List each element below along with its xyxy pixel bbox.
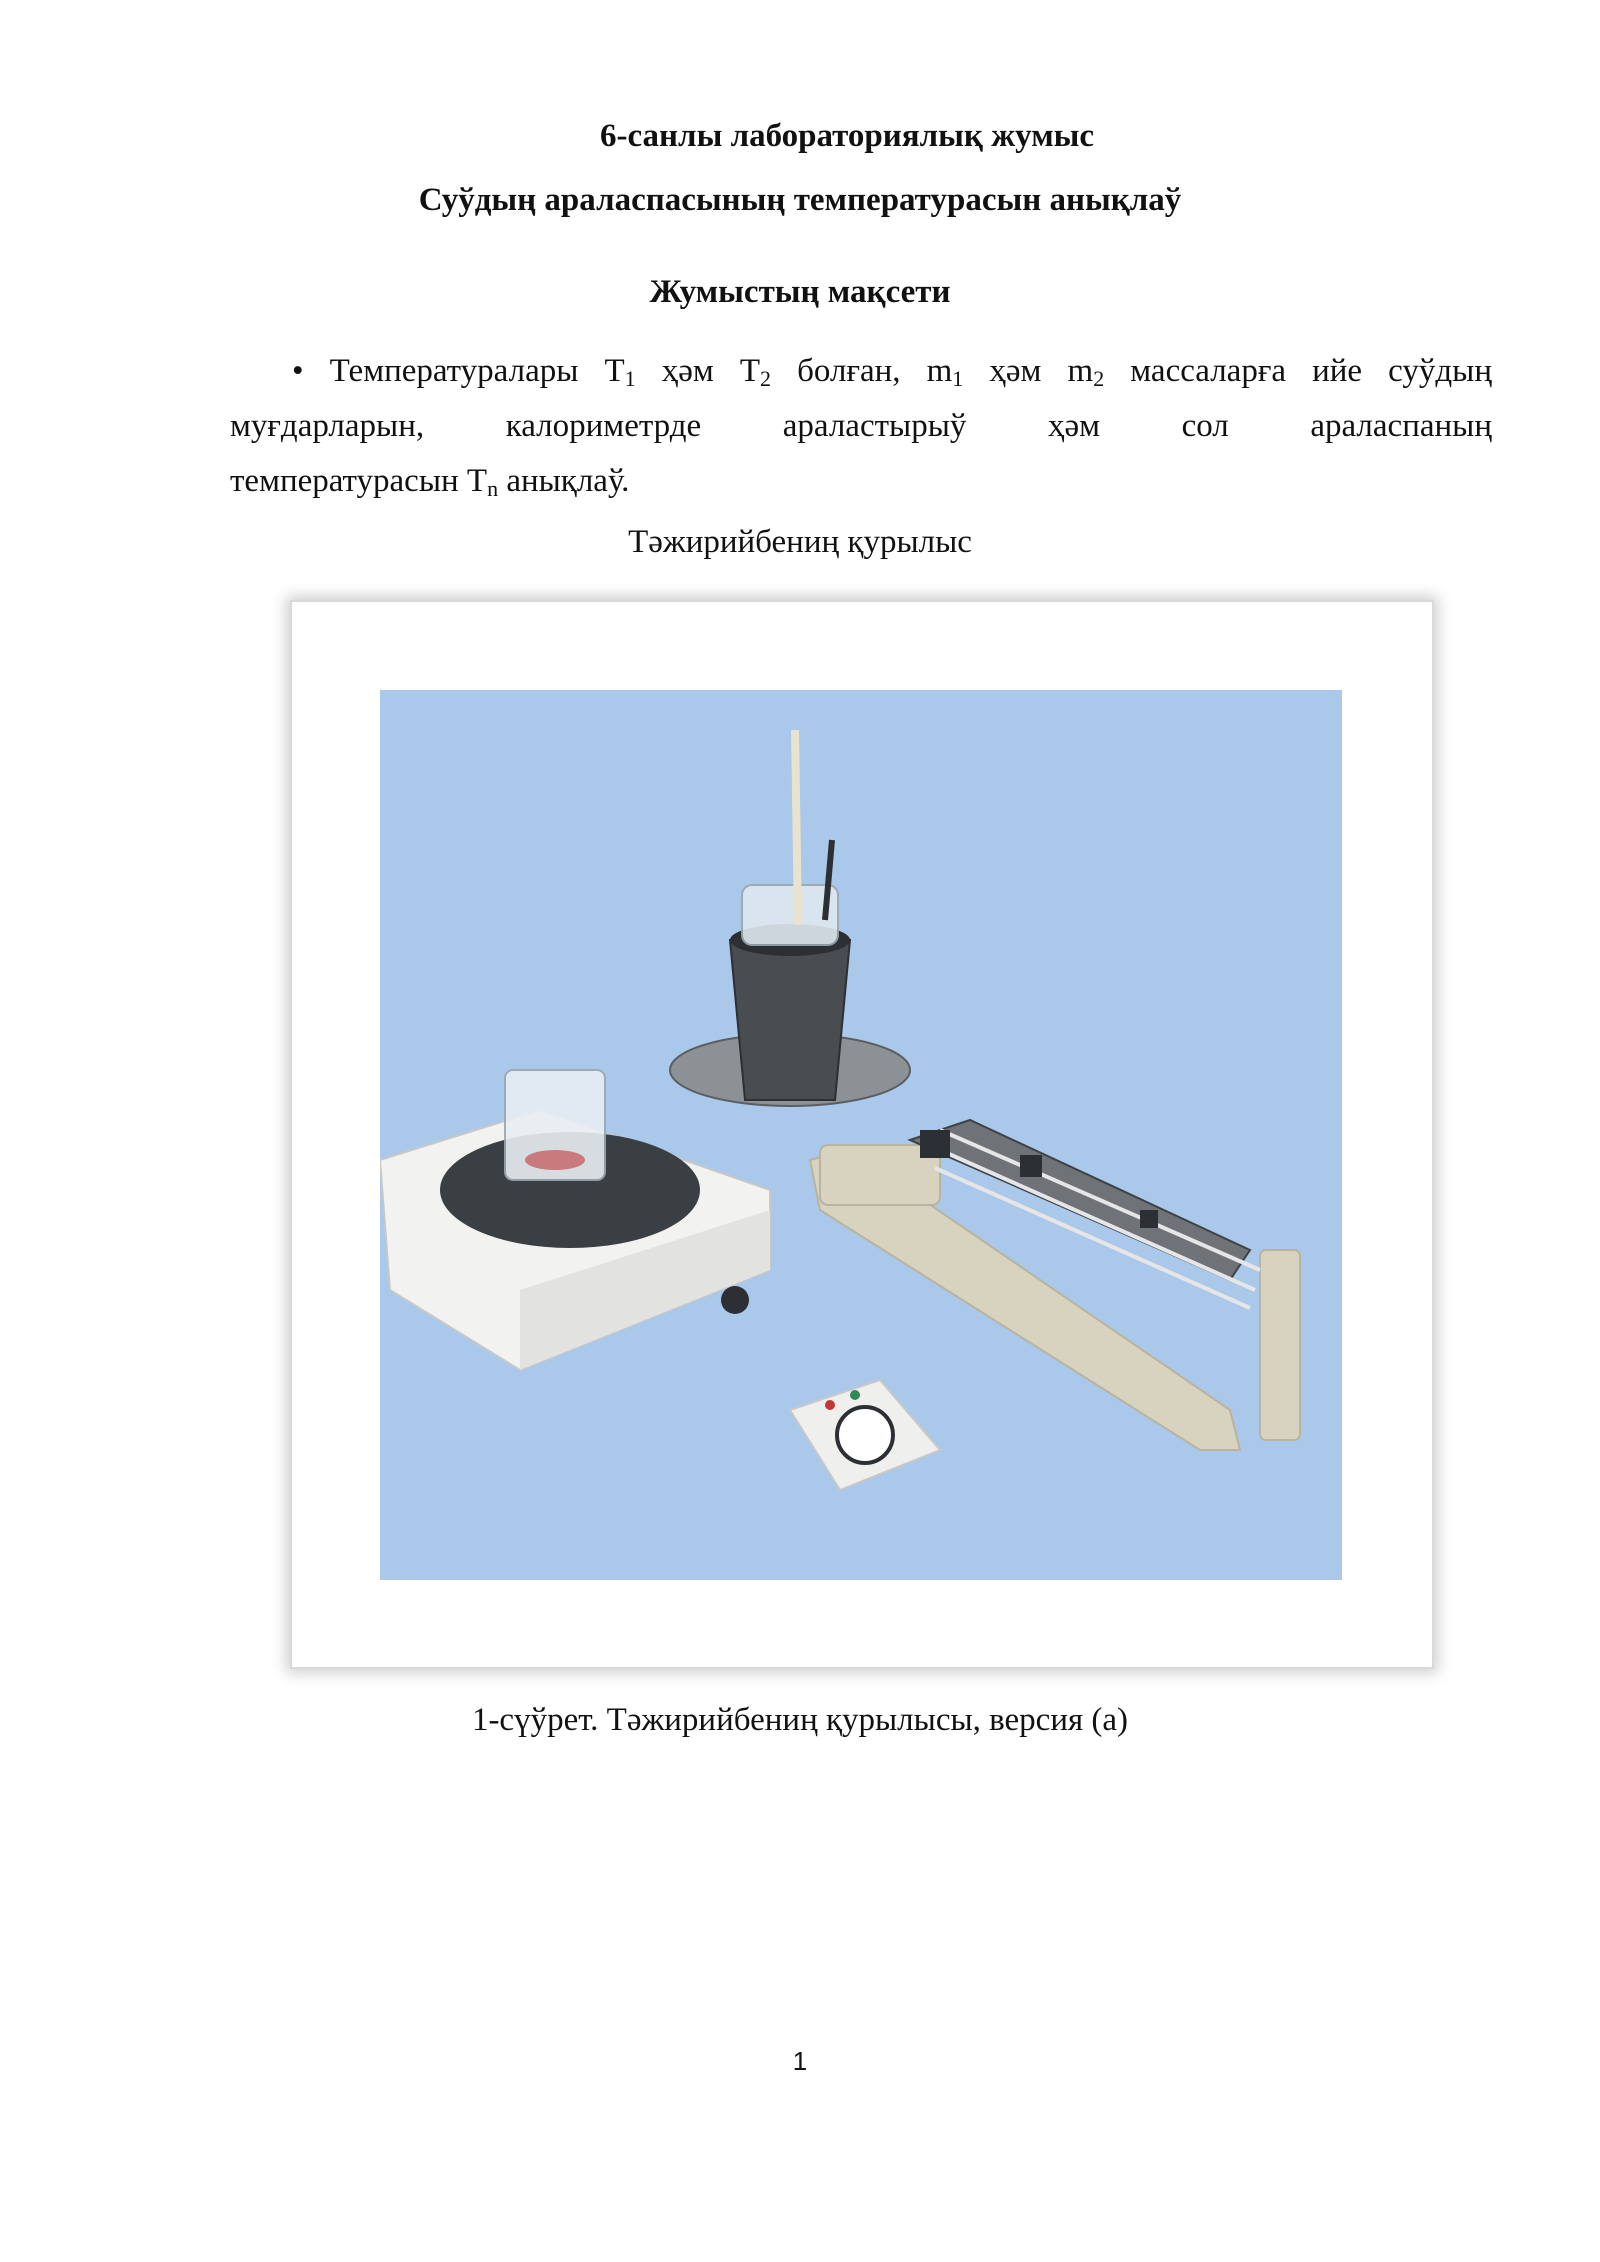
goal-text-part: ҳәм T bbox=[635, 353, 761, 389]
thermometer bbox=[795, 730, 798, 925]
experiment-setup-photo bbox=[380, 690, 1342, 1580]
goal-text-part: температурасын T bbox=[230, 463, 488, 499]
goal-paragraph bbox=[230, 344, 1492, 509]
goal-text-part: болған, m bbox=[771, 353, 953, 389]
figure-caption: 1-сүўрет. Тәжирийбениң қурылысы, версия (а) bbox=[471, 1702, 1129, 1738]
subscript: 1 bbox=[952, 366, 964, 391]
subscript: 1 bbox=[624, 366, 636, 391]
subscript: n bbox=[487, 476, 499, 501]
goal-line-3 bbox=[230, 454, 1492, 509]
goal-text-part: анықлаў. bbox=[498, 463, 630, 499]
lab-subtitle: Суўдың араласпасының температурасын анықлаў bbox=[418, 182, 1182, 218]
knob bbox=[721, 1286, 749, 1314]
goal-text-part: Температуралары T bbox=[329, 353, 625, 389]
goal-line-1 bbox=[230, 344, 1492, 399]
subscript: 2 bbox=[760, 366, 772, 391]
setup-heading: Тәжирийбениң қурылыс bbox=[628, 524, 972, 560]
goal-text-part: массаларға ийе суўдың bbox=[1104, 353, 1492, 389]
goal-line-2: муғдарларын, калориметрде араластырыў ҳәм сол араласпаның bbox=[230, 408, 1492, 444]
figure-frame bbox=[290, 600, 1434, 1669]
bullet-mark: • bbox=[292, 353, 304, 389]
subscript: 2 bbox=[1093, 366, 1105, 391]
page-number: 1 bbox=[792, 2046, 808, 2076]
goal-text-part: ҳәм m bbox=[963, 353, 1094, 389]
lab-title: 6-санлы лабораториялық жумыс bbox=[600, 118, 1095, 154]
goal-heading: Жумыстың мақсети bbox=[649, 274, 951, 310]
